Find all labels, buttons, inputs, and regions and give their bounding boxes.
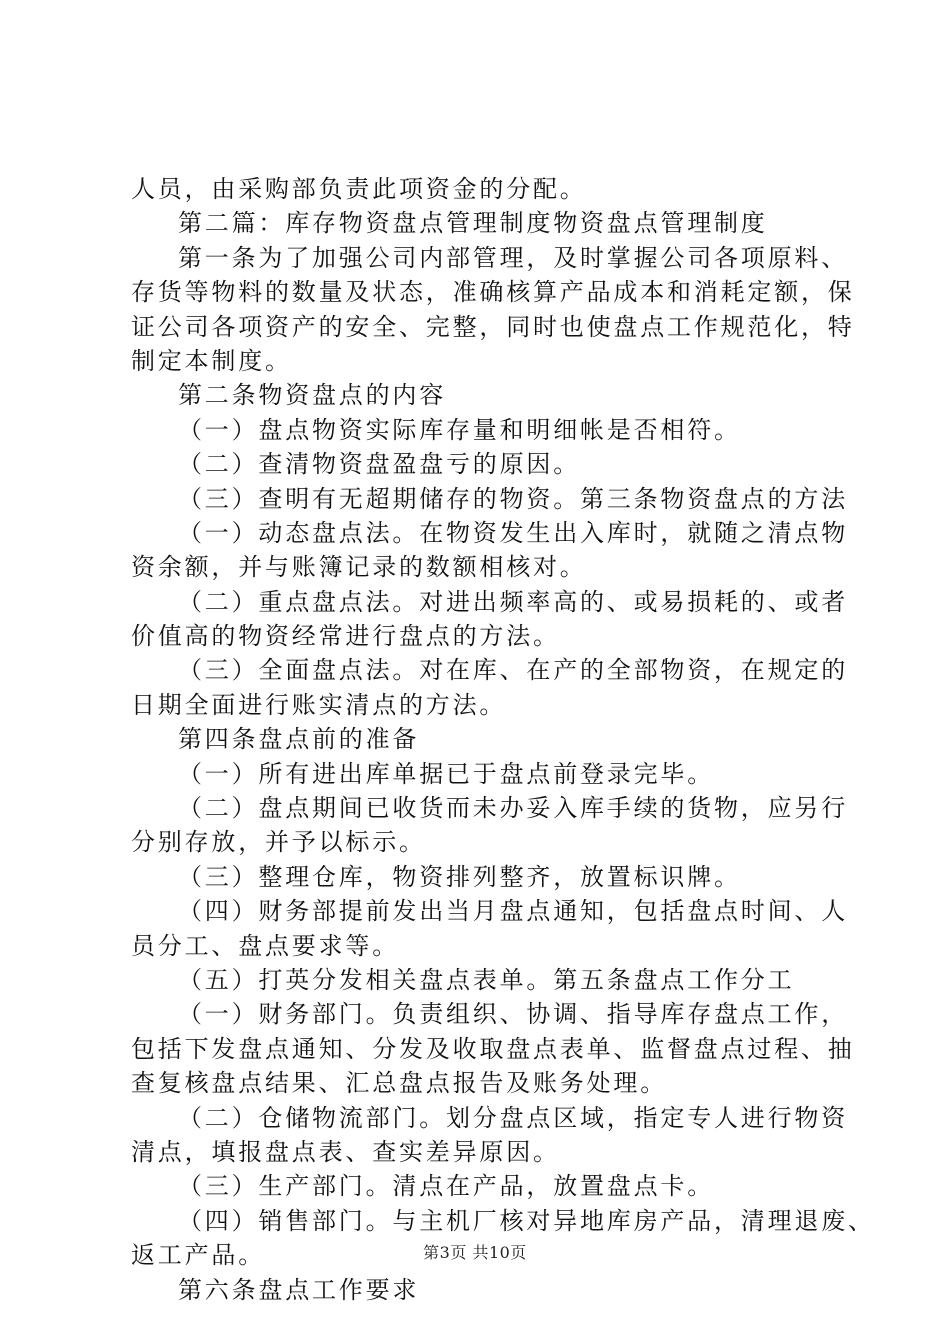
text-line: 人员，由采购部负责此项资金的分配。: [131, 175, 587, 203]
text-line: 证公司各项资产的安全、完整，同时也使盘点工作规范化，特: [131, 312, 855, 341]
text-line: （二）查清物资盘盈盘亏的原因。: [178, 450, 580, 479]
text-line: （一）财务部门。负责组织、协调、指导库存盘点工作，: [178, 1000, 848, 1029]
text-line: 员分工、盘点要求等。: [131, 931, 399, 960]
text-line: 查复核盘点结果、汇总盘点报告及账务处理。: [131, 1069, 667, 1098]
text-line: （三）生产部门。清点在产品，放置盘点卡。: [178, 1172, 714, 1201]
text-line: 第六条盘点工作要求: [178, 1275, 420, 1304]
text-line: （一）所有进出库单据已于盘点前登录完毕。: [178, 759, 714, 788]
text-line: 清点，填报盘点表、查实差异原因。: [131, 1137, 560, 1166]
text-line: 第二条物资盘点的内容: [178, 381, 446, 410]
text-line: （三）查明有无超期储存的物资。第三条物资盘点的方法: [178, 484, 848, 513]
text-line: 制定本制度。: [131, 346, 292, 375]
text-line: （二）盘点期间已收货而未办妥入库手续的货物，应另行: [178, 794, 848, 823]
text-line: 第四条盘点前的准备: [178, 725, 420, 754]
text-line: （三）整理仓库，物资排列整齐，放置标识牌。: [178, 862, 741, 891]
text-line: （一）盘点物资实际库存量和明细帐是否相符。: [178, 415, 741, 444]
document-body: [131, 172, 875, 1307]
text-line: 日期全面进行账实清点的方法。: [131, 690, 507, 719]
text-line: （三）全面盘点法。对在库、在产的全部物资，在规定的: [178, 656, 848, 685]
text-line: 分别存放，并予以标示。: [131, 828, 426, 857]
text-line: （五）打英分发相关盘点表单。第五条盘点工作分工: [178, 965, 795, 994]
text-line: 包括下发盘点通知、分发及收取盘点表单、监督盘点过程、抽: [131, 1034, 855, 1063]
text-line: 返工产品。: [131, 1241, 265, 1270]
text-line: （四）销售部门。与主机厂核对异地库房产品，清理退废、: [178, 1206, 875, 1235]
text-line: （二）重点盘点法。对进出频率高的、或易损耗的、或者: [178, 587, 848, 616]
page-footer: 第3页 共10页: [423, 1243, 527, 1262]
text-line: （四）财务部提前发出当月盘点通知，包括盘点时间、人: [178, 897, 848, 926]
text-line: （一）动态盘点法。在物资发生出入库时，就随之清点物: [178, 518, 848, 547]
text-line: 存货等物料的数量及状态，准确核算产品成本和消耗定额，保: [131, 278, 855, 307]
text-line: （二）仓储物流部门。划分盘点区域，指定专人进行物资: [178, 1103, 848, 1132]
text-line: 第一条为了加强公司内部管理，及时掌握公司各项原料、: [178, 243, 848, 272]
text-line: 资余额，并与账簿记录的数额相核对。: [131, 553, 587, 582]
text-line: 第二篇：库存物资盘点管理制度物资盘点管理制度: [178, 209, 768, 238]
text-line: 价值高的物资经常进行盘点的方法。: [131, 622, 560, 651]
